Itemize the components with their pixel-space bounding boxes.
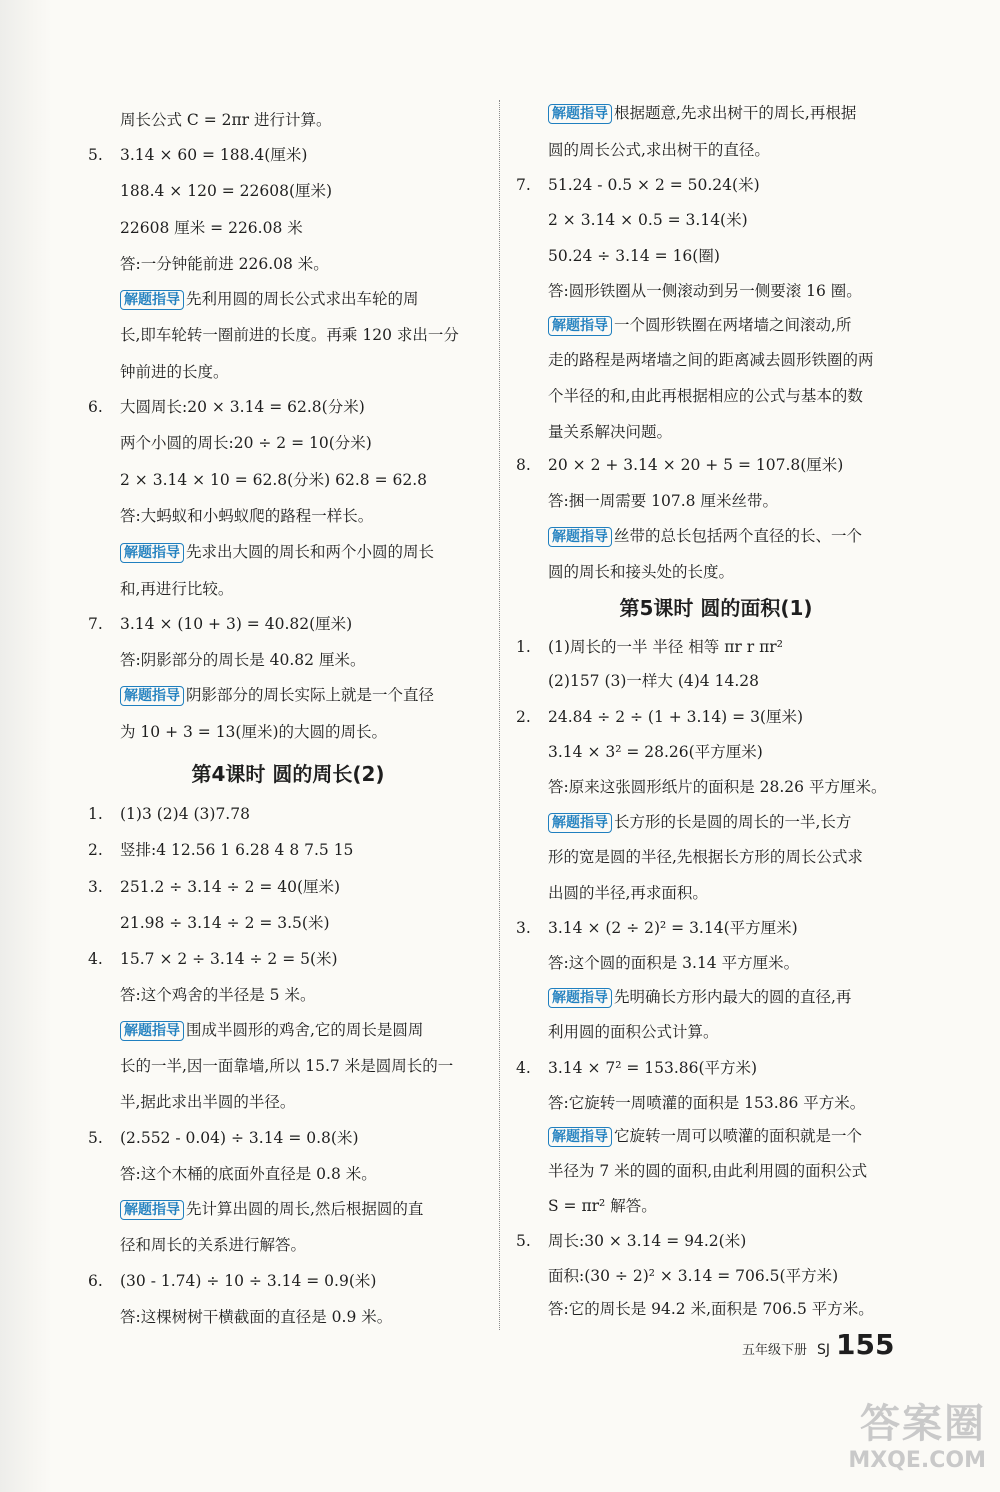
explanation-line: 径和周长的关系进行解答。 [120, 1236, 307, 1254]
explanation-tag: 解题指导 [548, 527, 612, 547]
item-number: 5. [516, 1232, 531, 1250]
text-line: 3.14 × 60 = 188.4(厘米) [120, 146, 308, 164]
explanation-tag: 解题指导 [548, 813, 612, 833]
explanation-line: 圆的周长和接头处的长度。 [548, 563, 735, 581]
explanation-line: 和,再进行比较。 [120, 580, 234, 598]
text-line: 15.7 × 2 ÷ 3.14 ÷ 2 = 5(米) [120, 950, 338, 968]
item-number: 5. [88, 146, 103, 164]
text-line: (30 - 1.74) ÷ 10 ÷ 3.14 = 0.9(米) [120, 1272, 377, 1290]
watermark-logo-text: 答案圈 [860, 1401, 986, 1447]
item-number: 2. [516, 708, 531, 726]
text-line: (1)3 (2)4 (3)7.78 [120, 805, 250, 823]
explanation-line: 出圆的半径,再求面积。 [548, 884, 708, 902]
text-line: 2 × 3.14 × 0.5 = 3.14(米) [548, 211, 748, 229]
explanation-line: 走的路程是两堵墙之间的距离减去圆形铁圈的两 [548, 351, 874, 369]
explanation-line: 解题指导 先利用圆的周长公式求出车轮的周 [120, 289, 419, 310]
text-line: 24.84 ÷ 2 ÷ (1 + 3.14) = 3(厘米) [548, 708, 804, 726]
text-line: 3.14 × (10 + 3) = 40.82(厘米) [120, 615, 353, 633]
text-line: (2.552 - 0.04) ÷ 3.14 = 0.8(米) [120, 1129, 359, 1147]
explanation-tag: 解题指导 [120, 1021, 184, 1041]
explanation-tag: 解题指导 [120, 686, 184, 706]
explanation-tag: 解题指导 [548, 316, 612, 336]
page-number: 155 [836, 1328, 895, 1361]
explanation-line: 解题指导 先求出大圆的周长和两个小圆的周长 [120, 542, 434, 563]
explanation-line: 解题指导 根据题意,先求出树干的周长,再根据 [548, 103, 856, 124]
explanation-line: 利用圆的面积公式计算。 [548, 1023, 719, 1041]
lesson-heading: 第5课时 圆的面积(1) [619, 596, 813, 620]
explanation-line: 解题指导 先计算出圆的周长,然后根据圆的直 [120, 1199, 423, 1220]
binding-margin [0, 0, 52, 1492]
answer-line: 答:它旋转一周喷灌的面积是 153.86 平方米。 [548, 1094, 866, 1112]
text-line: 22608 厘米 = 226.08 米 [120, 219, 303, 237]
page-footer [742, 1328, 894, 1361]
column-divider [499, 100, 500, 1330]
item-number: 5. [88, 1129, 103, 1147]
explanation-tag: 解题指导 [548, 988, 612, 1008]
text-line: 两个小圆的周长:20 ÷ 2 = 10(分米) [120, 434, 372, 452]
item-number: 8. [516, 456, 531, 474]
explanation-tag: 解题指导 [548, 104, 612, 124]
answer-line: 答:这个鸡舍的半径是 5 米。 [120, 986, 316, 1004]
grade-label: 五年级下册 [742, 1343, 808, 1358]
text-line: 51.24 - 0.5 × 2 = 50.24(米) [548, 176, 760, 194]
explanation-tag: 解题指导 [548, 1127, 612, 1147]
explanation-line: 量关系解决问题。 [548, 423, 673, 441]
answer-line: 答:捆一周需要 107.8 厘米丝带。 [548, 492, 778, 510]
explanation-line: 半径为 7 米的圆的面积,由此利用圆的面积公式 [548, 1162, 868, 1180]
text-line: 3.14 × (2 ÷ 2)² = 3.14(平方厘米) [548, 919, 798, 937]
explanation-line: 解题指导 一个圆形铁圈在两堵墙之间滚动,所 [548, 315, 851, 336]
item-number: 7. [516, 176, 531, 194]
explanation-line: 半,据此求出半圆的半径。 [120, 1093, 296, 1111]
item-number: 7. [88, 615, 103, 633]
item-number: 6. [88, 1272, 103, 1290]
item-number: 1. [516, 638, 531, 656]
text-line: 周长公式 C = 2πr 进行计算。 [120, 111, 332, 129]
text-line: (2)157 (3)一样大 (4)4 14.28 [548, 672, 759, 690]
item-number: 3. [88, 878, 103, 896]
answer-line: 答:阴影部分的周长是 40.82 厘米。 [120, 651, 366, 669]
text-line: 21.98 ÷ 3.14 ÷ 2 = 3.5(米) [120, 914, 330, 932]
explanation-tag: 解题指导 [120, 290, 184, 310]
explanation-line: 为 10 + 3 = 13(厘米)的大圆的周长。 [120, 723, 388, 741]
explanation-line: S = πr² 解答。 [548, 1197, 657, 1215]
text-line: 3.14 × 7² = 153.86(平方米) [548, 1059, 758, 1077]
answer-line: 答:这个木桶的底面外直径是 0.8 米。 [120, 1165, 377, 1183]
watermark-url: MXQE.COM [848, 1448, 986, 1473]
explanation-tag: 解题指导 [120, 1200, 184, 1220]
text-line: 面积:(30 ÷ 2)² × 3.14 = 706.5(平方米) [548, 1267, 839, 1285]
explanation-line: 解题指导 先明确长方形内最大的圆的直径,再 [548, 987, 851, 1008]
explanation-line: 个半径的和,由此再根据相应的公式与基本的数 [548, 387, 863, 405]
explanation-line: 长的一半,因一面靠墙,所以 15.7 米是圆周长的一 [120, 1057, 454, 1075]
text-line: 20 × 2 + 3.14 × 20 + 5 = 107.8(厘米) [548, 456, 844, 474]
answer-line: 答:这棵树树干横截面的直径是 0.9 米。 [120, 1308, 393, 1326]
answer-line: 答:一分钟能前进 226.08 米。 [120, 255, 329, 273]
item-number: 4. [516, 1059, 531, 1077]
explanation-line: 钟前进的长度。 [120, 363, 229, 381]
explanation-line: 长,即车轮转一圈前进的长度。再乘 120 求出一分 [120, 326, 459, 344]
text-line: 周长:30 × 3.14 = 94.2(米) [548, 1232, 747, 1250]
item-number: 2. [88, 841, 103, 859]
answer-line: 答:这个圆的面积是 3.14 平方厘米。 [548, 954, 800, 972]
edition-code: SJ [817, 1342, 831, 1358]
item-number: 1. [88, 805, 103, 823]
item-number: 4. [88, 950, 103, 968]
answer-line: 答:大蚂蚁和小蚂蚁爬的路程一样长。 [120, 507, 374, 525]
explanation-line: 解题指导 阴影部分的周长实际上就是一个直径 [120, 685, 434, 706]
answer-line: 答:原来这张圆形纸片的面积是 28.26 平方厘米。 [548, 778, 887, 796]
answer-line: 答:圆形铁圈从一侧滚动到另一侧要滚 16 圈。 [548, 282, 862, 300]
explanation-tag: 解题指导 [120, 543, 184, 563]
explanation-line: 解题指导 围成半圆形的鸡舍,它的周长是圆周 [120, 1020, 423, 1041]
text-line: 竖排:4 12.56 1 6.28 4 8 7.5 15 [120, 841, 354, 859]
lesson-heading: 第4课时 圆的周长(2) [191, 762, 385, 786]
text-line: 3.14 × 3² = 28.26(平方厘米) [548, 743, 763, 761]
answer-line: 答:它的周长是 94.2 米,面积是 706.5 平方米。 [548, 1300, 874, 1318]
watermark [786, 1402, 986, 1486]
explanation-line: 形的宽是圆的半径,先根据长方形的周长公式求 [548, 848, 863, 866]
explanation-line: 圆的周长公式,求出树干的直径。 [548, 141, 770, 159]
item-number: 6. [88, 398, 103, 416]
text-line: (1)周长的一半 半径 相等 πr r πr² [548, 638, 783, 656]
text-line: 50.24 ÷ 3.14 = 16(圈) [548, 247, 720, 265]
explanation-line: 解题指导 它旋转一周可以喷灌的面积就是一个 [548, 1126, 862, 1147]
explanation-line: 解题指导 长方形的长是圆的周长的一半,长方 [548, 812, 851, 833]
explanation-line: 解题指导 丝带的总长包括两个直径的长、一个 [548, 526, 862, 547]
text-line: 188.4 × 120 = 22608(厘米) [120, 182, 333, 200]
text-line: 251.2 ÷ 3.14 ÷ 2 = 40(厘米) [120, 878, 341, 896]
text-line: 大圆周长:20 × 3.14 = 62.8(分米) [120, 398, 365, 416]
text-line: 2 × 3.14 × 10 = 62.8(分米) 62.8 = 62.8 [120, 471, 428, 489]
item-number: 3. [516, 919, 531, 937]
